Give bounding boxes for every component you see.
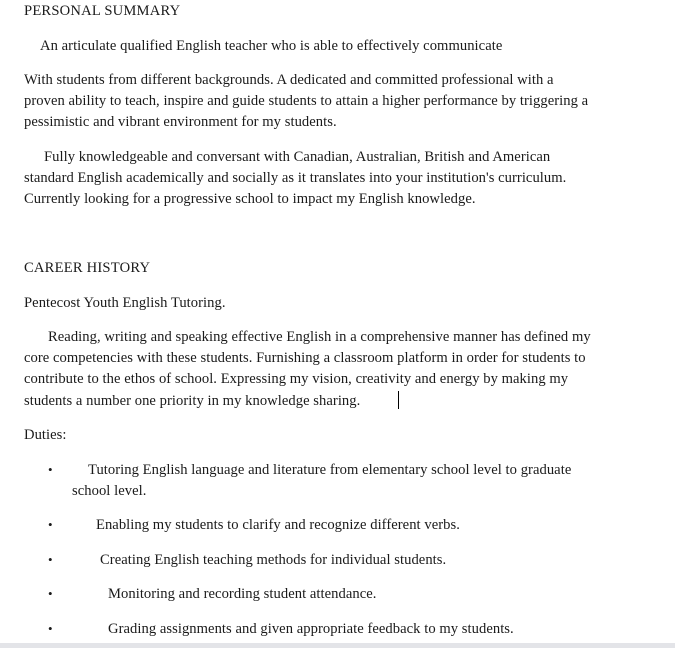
bullet-icon: •: [48, 621, 53, 636]
summary-p2-line-1: With students from different backgrounds. A dedicated and committed professional with a: [24, 72, 554, 88]
section-heading-career-history: CAREER HISTORY: [24, 260, 151, 276]
bullet-icon: •: [48, 586, 53, 601]
duty-text-line: Enabling my students to clarify and recognize different verbs.: [96, 517, 460, 533]
section-heading-personal-summary: PERSONAL SUMMARY: [24, 3, 181, 19]
duty-text-line: Grading assignments and given appropriate feedback to my students.: [108, 621, 514, 637]
career-desc-line-1: Reading, writing and speaking effective English in a comprehensive manner has defined my: [48, 329, 591, 345]
career-desc-line-4: students a number one priority in my knowledge sharing.: [24, 393, 361, 409]
summary-p3-line-3: Currently looking for a progressive school to impact my English knowledge.: [24, 191, 476, 207]
bullet-icon: •: [48, 462, 53, 477]
summary-p3-line-2: standard English academically and socially as it translates into your institution's curriculum.: [24, 170, 567, 186]
career-desc-line-2: core competencies with these students. Furnishing a classroom platform in order for students to: [24, 350, 586, 366]
duty-text-line: school level.: [72, 483, 147, 499]
duty-text-line: Monitoring and recording student attendance.: [108, 586, 377, 602]
employer-name: Pentecost Youth English Tutoring.: [24, 295, 226, 311]
duty-text-line: Tutoring English language and literature from elementary school level to graduate: [88, 462, 572, 478]
bullet-icon: •: [48, 517, 53, 532]
summary-p2-line-2: proven ability to teach, inspire and guide students to attain a higher performance by triggering a: [24, 93, 589, 109]
summary-p1-line-1: An articulate qualified English teacher who is able to effectively communicate: [40, 38, 503, 54]
duties-label: Duties:: [24, 427, 67, 443]
text-cursor: [398, 391, 399, 409]
window-bottom-edge: [0, 643, 675, 648]
summary-p3-line-1: Fully knowledgeable and conversant with Canadian, Australian, British and American: [44, 149, 551, 165]
career-desc-line-3: contribute to the ethos of school. Expressing my vision, creativity and energy by making my: [24, 371, 569, 387]
bullet-icon: •: [48, 552, 53, 567]
summary-p2-line-3: pessimistic and vibrant environment for my students.: [24, 114, 337, 130]
duty-text-line: Creating English teaching methods for individual students.: [100, 552, 447, 568]
